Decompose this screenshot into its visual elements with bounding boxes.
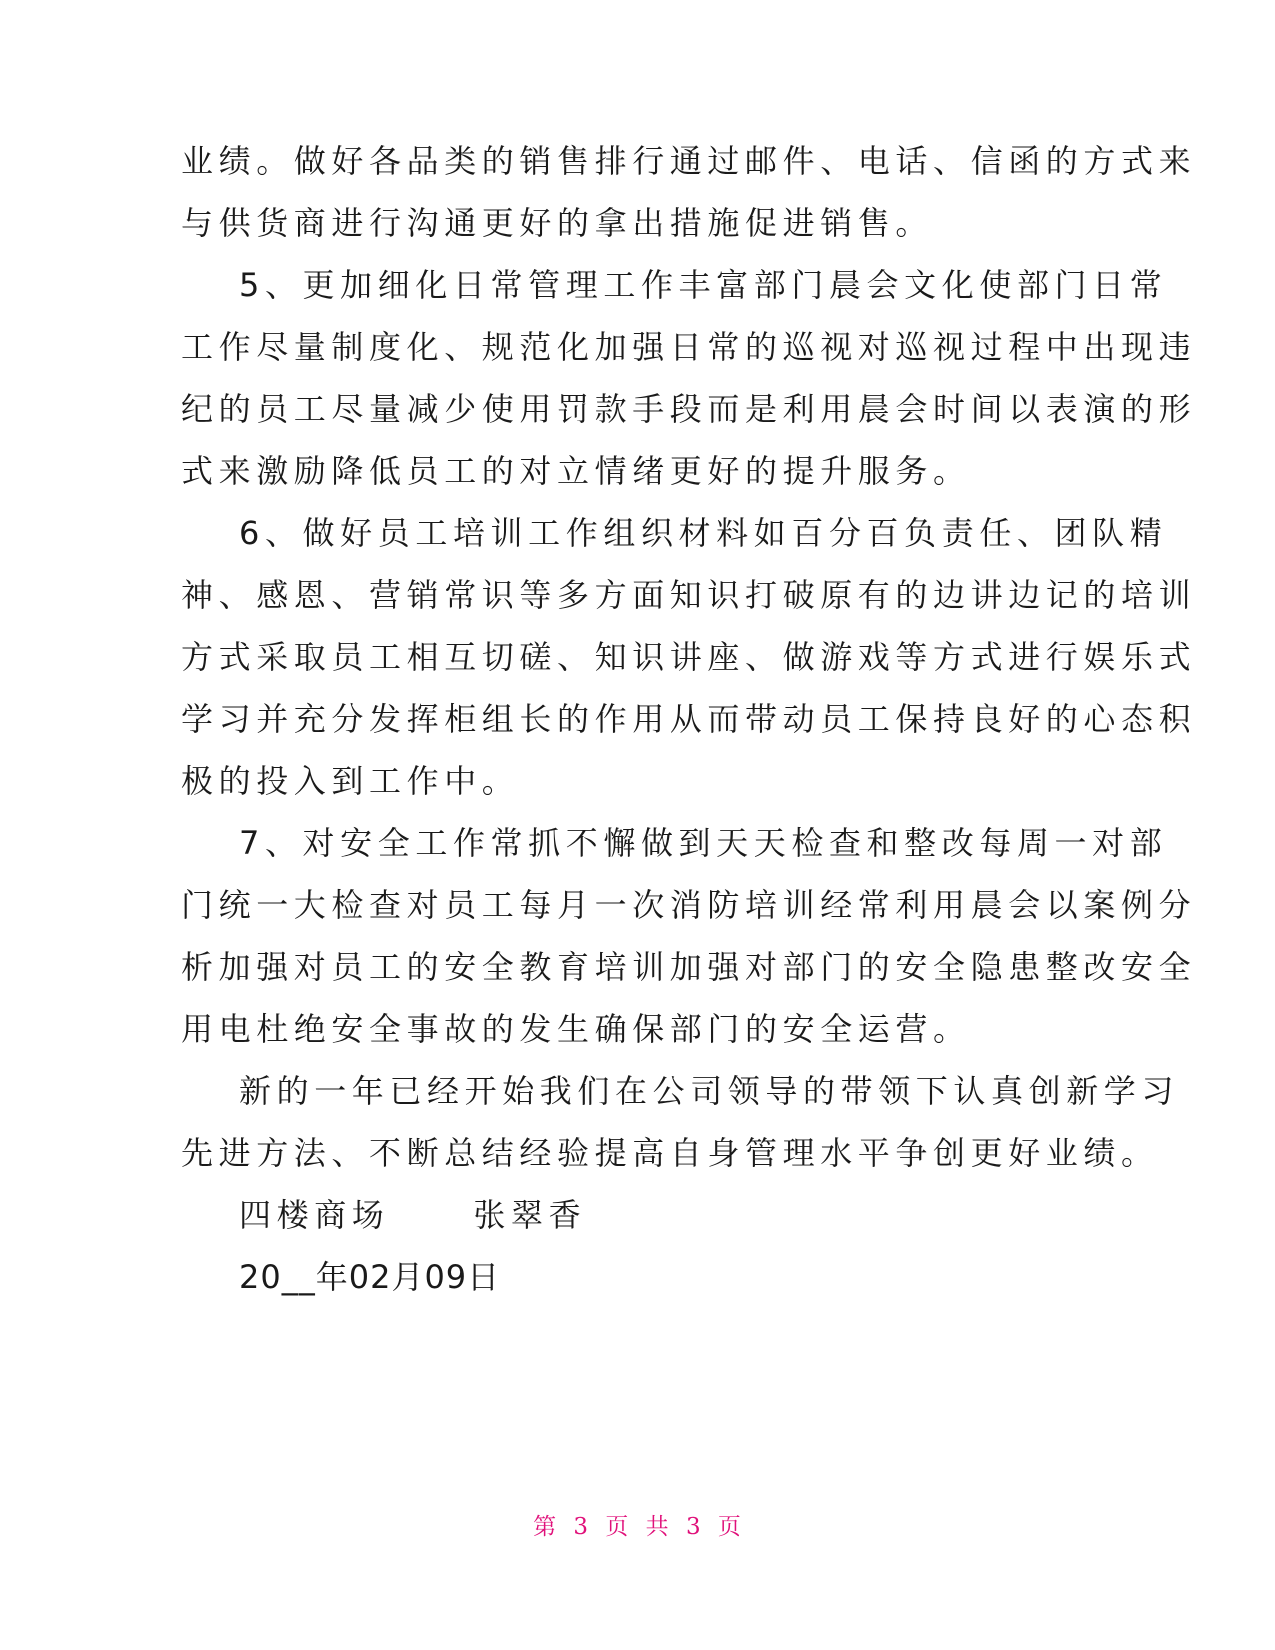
text-line: 5、更加细化日常管理工作丰富部门晨会文化使部门日常 [239, 266, 1168, 304]
paragraph-item-7 [181, 812, 1197, 1060]
text-line: 7、对安全工作常抓不懈做到天天检查和整改每周一对部 [239, 824, 1168, 862]
page-number-footer: 第 3 页 共 3 页 [533, 1514, 742, 1540]
signature-name: 张翠香 [473, 1196, 587, 1234]
text-line: 用电杜绝安全事故的发生确保部门的安全运营。 [181, 1010, 971, 1048]
text-line: 纪的员工尽量减少使用罚款手段而是利用晨会时间以表演的形 [181, 390, 1197, 428]
text-line: 先进方法、不断总结经验提高自身管理水平争创更好业绩。 [181, 1134, 1159, 1172]
paragraph-closing [181, 1060, 1180, 1184]
text-line: 新的一年已经开始我们在公司领导的带领下认真创新学习 [239, 1072, 1180, 1110]
paragraph-item-5 [181, 254, 1197, 502]
text-line: 学习并充分发挥柜组长的作用从而带动员工保持良好的心态积 [181, 700, 1197, 738]
text-line: 工作尽量制度化、规范化加强日常的巡视对巡视过程中出现违 [181, 328, 1197, 366]
text-line: 方式采取员工相互切磋、知识讲座、做游戏等方式进行娱乐式 [181, 638, 1197, 676]
paragraph-continuation [181, 130, 1197, 254]
text-line: 神、感恩、营销常识等多方面知识打破原有的边讲边记的培训 [181, 576, 1197, 614]
text-line: 极的投入到工作中。 [181, 762, 520, 800]
text-line: 与供货商进行沟通更好的拿出措施促进销售。 [181, 204, 934, 242]
signature-block [181, 1184, 1041, 1246]
document-body [181, 130, 1197, 1308]
text-line: 业绩。做好各品类的销售排行通过邮件、电话、信函的方式来 [181, 142, 1197, 180]
text-line: 式来激励降低员工的对立情绪更好的提升服务。 [181, 452, 971, 490]
text-line: 6、做好员工培训工作组织材料如百分百负责任、团队精 [239, 514, 1168, 552]
text-line: 门统一大检查对员工每月一次消防培训经常利用晨会以案例分 [181, 886, 1197, 924]
signature-department: 四楼商场 [239, 1196, 390, 1234]
document-date: 20__年02月09日 [239, 1258, 501, 1296]
paragraph-item-6 [181, 502, 1197, 812]
text-line: 析加强对员工的安全教育培训加强对部门的安全隐患整改安全 [181, 948, 1197, 986]
